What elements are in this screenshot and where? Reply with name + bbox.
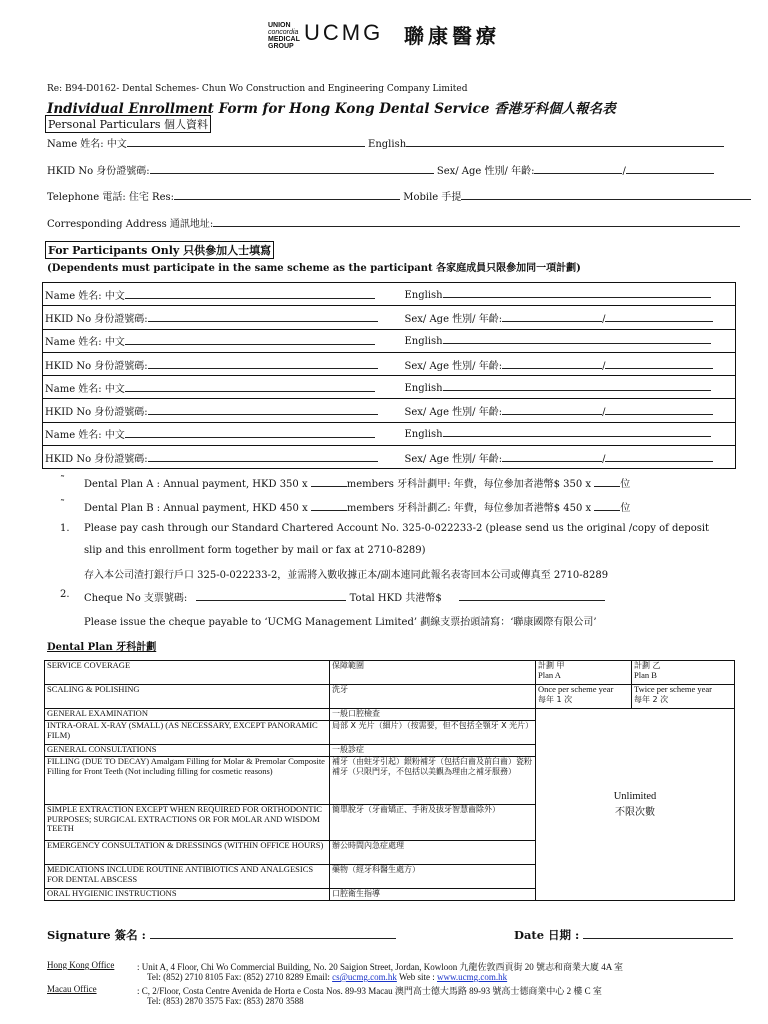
logo-union-text: UNION concordia MEDICAL GROUP — [268, 22, 300, 50]
signature-field[interactable] — [150, 928, 396, 939]
participant-2-sex-field[interactable] — [502, 359, 602, 369]
participant-1-name-chinese-field[interactable] — [125, 289, 375, 299]
macau-contact-row: Tel: (853) 2870 3575 Fax: (853) 2870 3588 — [147, 996, 304, 1006]
plan-b-option — [60, 499, 631, 514]
participant-4-hkid-row: HKID No 身份證號碼: Sex/ Age 性別/ 年齡: / — [43, 446, 736, 469]
cheque-number-field[interactable] — [196, 591, 346, 601]
participant-1-hkid-field[interactable] — [148, 312, 378, 322]
participant-3-name-row: Name 姓名: 中文 English — [43, 376, 736, 399]
payment-item-1-number: 1. — [60, 523, 70, 534]
participant-4-name-chinese-field[interactable] — [125, 428, 375, 438]
personal-particulars-heading: Personal Particulars 個人資料 — [45, 115, 211, 133]
row-service-cn: 局部 X 光片（細片）（按需要，但不包括全顎牙 X 光片） — [330, 721, 536, 745]
plan-b-text: Dental Plan B : Annual payment, HKD 450 x members 牙科計劃乙: 年費，每位參加者港幣$ 450 x 位 — [84, 503, 631, 514]
row-service-en: FILLING (DUE TO DECAY) Amalgam Filling for Molar & Premolar Composite Filling for Front Teeth (Not including filling for cosmetic reasons) — [45, 757, 330, 805]
row-service-en: SIMPLE EXTRACTION EXCEPT WHEN REQUIRED FOR ORTHODONTIC PURPOSES; SURGICAL EXTRACTIONS OR FOR MOLAR AND WISDOM TEETH — [45, 805, 330, 841]
logo-name: UCMG — [304, 20, 384, 45]
macau-office-address: : C, 2/Floor, Costa Centre Avenida de Horta e Costa Nos. 89-93 Macau 澳門高士德大馬路 89-93 號高士德商業中心 2 樓 C 室 — [137, 986, 602, 996]
payment-item-1-line-3: 存入本公司渣打銀行戶口 325-0-022233-2，並需將入數收據正本/副本連同此報名表寄回本公司或傳真至 2710-8289 — [84, 570, 609, 581]
personal-hkid-row: HKID No 身份證號碼: Sex/ Age 性別/ 年齡: / — [47, 162, 714, 177]
payment-item-1-line-1: Please pay cash through our Standard Chartered Account No. 325-0-022233-2 (please send us the original /copy of deposit — [84, 523, 710, 534]
date-field[interactable] — [583, 928, 733, 939]
participant-2-hkid-field[interactable] — [148, 359, 378, 369]
participant-1-hkid-row: HKID No 身份證號碼: Sex/ Age 性別/ 年齡: / — [43, 306, 736, 329]
hong-kong-office-address: : Unit A, 4 Floor, Chi Wo Commercial Building, No. 20 Saigion Street, Jordan, Kowloon 九龍佐敦西貢街 20 號志和商業大廈 4A 室 — [137, 962, 623, 972]
participant-2-name-chinese-field[interactable] — [125, 335, 375, 345]
participant-4-hkid-field[interactable] — [148, 452, 378, 462]
address-field[interactable] — [213, 217, 740, 227]
row-service-cn: 辦公時間內急症處理 — [330, 841, 536, 865]
unlimited-label: Unlimited — [613, 791, 657, 802]
english-label: English — [368, 139, 407, 150]
dental-plan-heading — [47, 638, 156, 653]
sex-field[interactable] — [534, 164, 622, 174]
row-service-cn: 補牙（由蛀牙引起）銀粉補牙（包括臼齒及前臼齒）瓷粉補牙（只限門牙，不包括以美觀為理由之補牙服務） — [330, 757, 536, 805]
hkid-label: HKID No 身份證號碼: — [47, 166, 150, 177]
mobile-label: Mobile 手提 — [403, 192, 462, 203]
email-link[interactable]: cs@ucmg.com.hk — [332, 972, 397, 982]
cheque-label: Cheque No 支票號碼: — [84, 593, 188, 604]
plan-a-members-field[interactable] — [311, 477, 347, 487]
total-label: Total HKD 共港幣$ — [349, 593, 442, 604]
hong-kong-office-label: Hong Kong Office — [47, 960, 115, 970]
participant-2-age-field[interactable] — [605, 359, 713, 369]
participant-1-sex-field[interactable] — [502, 312, 602, 322]
plan-b-members-field[interactable] — [311, 501, 347, 511]
date-row — [514, 927, 733, 943]
personal-name-row — [47, 135, 724, 150]
plan-a-option — [60, 475, 631, 490]
participant-3-name-english-field[interactable] — [443, 381, 711, 391]
website-link[interactable]: www.ucmg.com.hk — [437, 972, 508, 982]
table-header-row — [45, 661, 735, 685]
age-field[interactable] — [626, 164, 714, 174]
row-service-cn: 洗牙 — [330, 685, 536, 709]
participant-2-name-row: Name 姓名: 中文 English — [43, 329, 736, 352]
row-service-cn: 一般口腔檢查 — [330, 709, 536, 721]
plan-a-persons-field[interactable] — [594, 477, 620, 487]
mobile-field[interactable] — [461, 190, 751, 200]
participants-table — [42, 282, 736, 469]
table-row — [45, 709, 735, 721]
row-service-en: GENERAL CONSULTATIONS — [45, 745, 330, 757]
participant-1-age-field[interactable] — [605, 312, 713, 322]
telephone-res-field[interactable] — [174, 190, 400, 200]
row-service-en: ORAL HYGIENIC INSTRUCTIONS — [45, 889, 330, 901]
participant-1-name-row: Name 姓名: 中文 English — [43, 283, 736, 306]
row-service-cn: 一般診症 — [330, 745, 536, 757]
reference-line: Re: B94-D0162- Dental Schemes- Chun Wo Construction and Engineering Company Limited — [47, 84, 468, 94]
row-service-en: INTRA-ORAL X-RAY (SMALL) (AS NECESSARY, EXCEPT PANORAMIC FILM) — [45, 721, 330, 745]
row-plan-b-frequency: Twice per scheme year 每年 2 次 — [632, 685, 735, 709]
personal-address-row — [47, 215, 740, 230]
sex-age-label: Sex/ Age 性別/ 年齡: — [436, 166, 535, 177]
macau-office-label: Macau Office — [47, 984, 97, 994]
participant-3-age-field[interactable] — [605, 405, 713, 415]
plan-b-persons-field[interactable] — [594, 501, 620, 511]
unlimited-label-chinese: 不限次數 — [615, 806, 655, 818]
row-service-cn: 藥物（經牙科醫生處方） — [330, 865, 536, 889]
participant-3-name-chinese-field[interactable] — [125, 382, 375, 392]
dental-plan-heading-text: Dental Plan 牙科計劃 — [47, 642, 157, 653]
table-row — [45, 685, 735, 709]
participant-3-hkid-field[interactable] — [148, 405, 378, 415]
participant-4-age-field[interactable] — [605, 452, 713, 462]
header-coverage-chinese: 保障範圍 — [330, 661, 536, 685]
payment-item-1-line-2: slip and this enrollment form together by mail or fax at 2710-8289) — [84, 545, 426, 556]
participant-3-hkid-row: HKID No 身份證號碼: Sex/ Age 性別/ 年齡: / — [43, 399, 736, 422]
unlimited-cell — [536, 709, 735, 901]
row-service-cn: 口腔衛生指導 — [330, 889, 536, 901]
total-amount-field[interactable] — [459, 591, 605, 601]
hkid-field[interactable] — [150, 164, 434, 174]
date-label: Date 日期 : — [514, 928, 580, 942]
logo-chinese: 聯康醫療 — [404, 24, 500, 48]
header-plan-a: 計劃 甲 Plan A — [536, 661, 632, 685]
header-plan-b: 計劃 乙 Plan B — [632, 661, 735, 685]
participant-2-name-english-field[interactable] — [443, 334, 711, 344]
participants-heading: For Participants Only 只供參加人士填寫 — [45, 241, 274, 259]
payment-item-2-number: 2. — [60, 589, 70, 600]
hong-kong-contact-row: Tel: (852) 2710 8105 Fax: (852) 2710 8289 Email: cs@ucmg.com.hk Web site : www.ucmg.com.hk — [147, 972, 508, 982]
name-english-field[interactable] — [406, 137, 724, 147]
participants-note: (Dependents must participate in the same scheme as the participant 各家庭成員只限參加同一項計劃) — [47, 263, 581, 274]
row-service-en: EMERGENCY CONSULTATION & DRESSINGS (WITHIN OFFICE HOURS) — [45, 841, 330, 865]
participant-1-name-english-field[interactable] — [443, 288, 711, 298]
name-chinese-field[interactable] — [127, 137, 365, 147]
participant-2-hkid-row: HKID No 身份證號碼: Sex/ Age 性別/ 年齡: / — [43, 352, 736, 375]
participant-3-sex-field[interactable] — [502, 405, 602, 415]
company-logo — [268, 20, 518, 50]
signature-label: Signature 簽名 : — [47, 928, 146, 942]
row-plan-a-frequency: Once per scheme year 每年 1 次 — [536, 685, 632, 709]
cheque-payable-note: Please issue the cheque payable to ‘UCMG Management Limited’ 劃線支票抬頭請寫：‘聯康國際有限公司’ — [84, 617, 597, 628]
header-service-coverage: SERVICE COVERAGE — [45, 661, 330, 685]
name-label: Name 姓名: 中文 — [47, 139, 127, 150]
telephone-label: Telephone 電話: 住宅 Res: — [47, 192, 175, 203]
plan-a-text: Dental Plan A : Annual payment, HKD 350 x members 牙科計劃甲: 年費，每位參加者港幣$ 350 x 位 — [84, 479, 631, 490]
plan-b-bullet: ˜ — [60, 499, 65, 510]
row-service-en: SCALING & POLISHING — [45, 685, 330, 709]
address-label: Corresponding Address 通訊地址: — [47, 219, 214, 230]
participant-4-name-english-field[interactable] — [443, 427, 711, 437]
form-title: Individual Enrollment Form for Hong Kong Dental Service 香港牙科個人報名表 — [47, 101, 616, 117]
row-service-en: GENERAL EXAMINATION — [45, 709, 330, 721]
row-service-en: MEDICATIONS INCLUDE ROUTINE ANTIBIOTICS AND ANALGESICS FOR DENTAL ABSCESS — [45, 865, 330, 889]
cheque-row — [84, 589, 605, 604]
row-service-cn: 簡單脫牙（牙齒矯正、手術及拔牙智慧齒除外） — [330, 805, 536, 841]
participant-4-sex-field[interactable] — [502, 452, 602, 462]
participant-4-name-row: Name 姓名: 中文 English — [43, 422, 736, 445]
dental-plan-table — [44, 660, 735, 901]
personal-telephone-row — [47, 188, 751, 203]
signature-row — [47, 927, 396, 943]
plan-a-bullet: ˜ — [60, 475, 65, 486]
